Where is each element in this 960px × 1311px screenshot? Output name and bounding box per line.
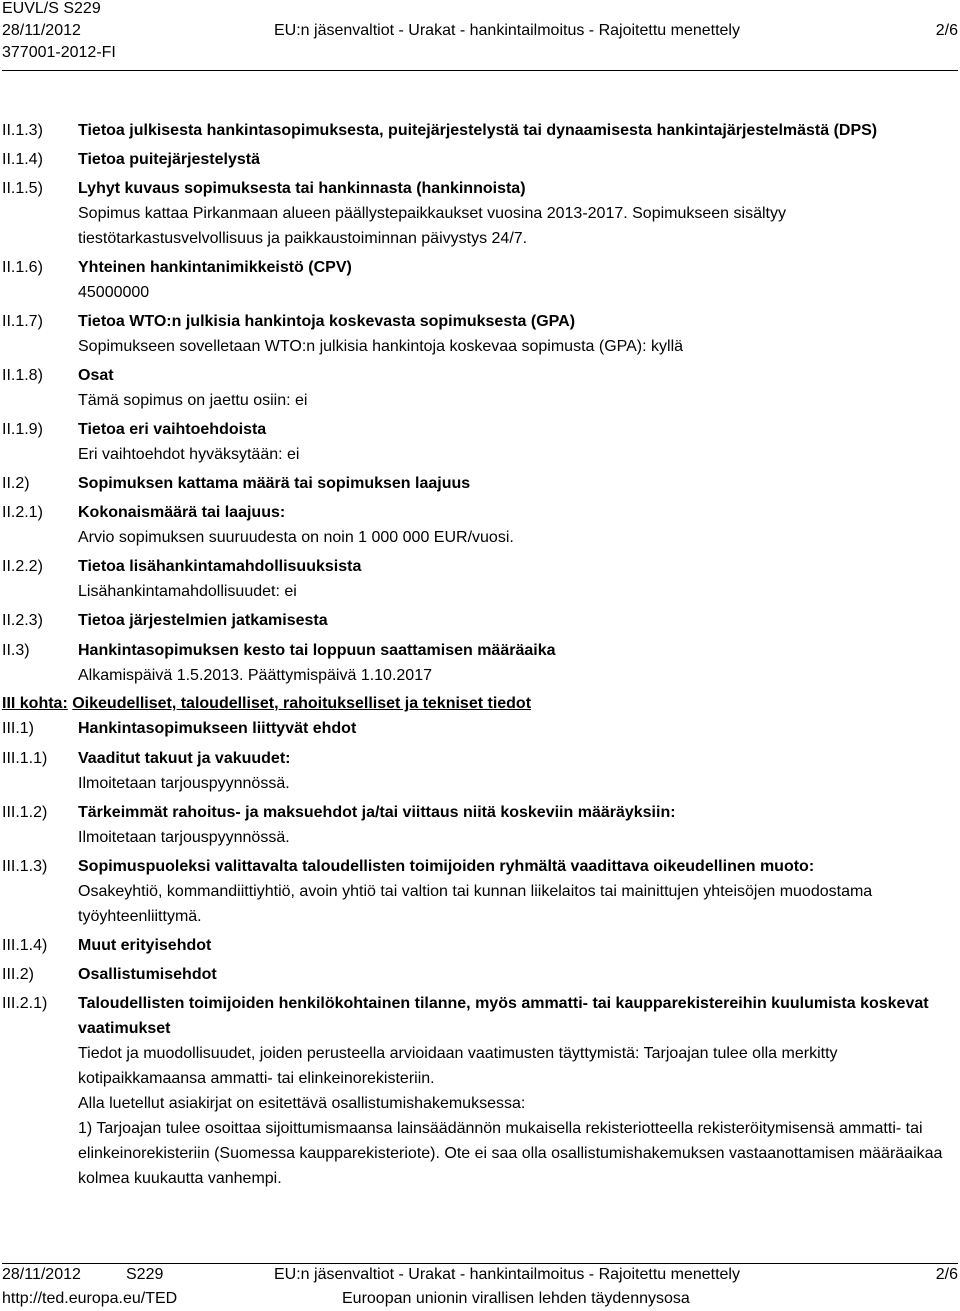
header-line-1 [2,0,958,20]
part-title: Oikeudelliset, taloudelliset, rahoitukselliset ja tekniset tiedot [72,695,532,712]
header-title: EU:n jäsenvaltiot - Urakat - hankintailmoitus - Rajoitettu menettely [274,22,740,39]
section-II-1-4 [0,147,960,172]
section-II-1-9 [0,417,960,467]
section-II-2-3 [0,608,960,633]
section-title: Sopimuksen kattama määrä tai sopimuksen laajuus [78,475,471,492]
header-line-3 [2,42,958,64]
section-text: Sopimukseen sovelletaan WTO:n julkisia hankintoja koskevaa sopimusta (GPA): kyllä [78,338,684,355]
section-number: III.2.1) [2,995,48,1012]
section-title: Tärkeimmät rahoitus- ja maksuehdot ja/tai viittaus niitä koskeviin määräyksiin: [78,804,676,821]
section-title: Hankintasopimuksen kesto tai loppuun saattamisen määräaika [78,642,556,659]
section-II-2-2 [0,554,960,604]
footer-line-2 [2,1287,958,1311]
section-text: Alkamispäivä 1.5.2013. Päättymispäivä 1.10.2017 [78,667,432,684]
section-title: Yhteinen hankintanimikkeistö (CPV) [78,259,352,276]
header-divider [2,70,958,71]
section-number: II.1.5) [2,180,43,197]
section-number: III.1) [2,720,35,737]
footer-url[interactable]: http://ted.europa.eu/TED [2,1290,178,1307]
section-title: Tietoa julkisesta hankintasopimuksesta, puitejärjestelystä tai dynaamisesta hankintajärjestelmästä (DPS) [78,122,878,139]
section-title: Sopimuspuoleksi valittavalta taloudellisten toimijoiden ryhmältä vaadittava oikeudellinen muoto: [78,858,815,875]
section-III-1-4 [0,933,960,958]
section-II-1-3 [0,118,960,143]
doc-code: EUVL/S S229 [2,0,101,17]
section-title: Osallistumisehdot [78,966,217,983]
section-title: Taloudellisten toimijoiden henkilökohtainen tilanne, myös ammatti- tai kaupparekistereihin kuulumista koskevat vaatimukset [78,995,929,1037]
footer-date: 28/11/2012 [2,1266,81,1283]
section-number: II.2.1) [2,504,43,521]
section-III-1 [0,716,960,741]
section-number: II.2.2) [2,558,43,575]
section-text: Osakeyhtiö, kommandiittiyhtiö, avoin yhtiö tai valtion tai kunnan liikelaitos tai mainittujen yhteisöjen muodostama työyhteenliittymä. [78,883,873,925]
section-text: Tämä sopimus on jaettu osiin: ei [78,392,308,409]
section-number: III.2) [2,966,35,983]
section-title: Tietoa WTO:n julkisia hankintoja koskevasta sopimuksesta (GPA) [78,313,576,330]
section-text: Ilmoitetaan tarjouspyynnössä. [78,775,290,792]
section-title: Tietoa puitejärjestelystä [78,151,260,168]
part-III-heading [0,691,960,716]
section-text: Tiedot ja muodollisuudet, joiden perusteella arvioidaan vaatimusten täyttymistä: Tarjoajan tulee olla merkitty kotipaikkamaansa ammatti- tai elinkeinorekisteriin. [78,1045,838,1087]
part-label: III kohta: [2,695,68,712]
footer-title: EU:n jäsenvaltiot - Urakat - hankintailmoitus - Rajoitettu menettely [274,1266,740,1283]
section-title: Lyhyt kuvaus sopimuksesta tai hankinnasta (hankinnoista) [78,180,526,197]
section-number: II.2) [2,475,30,492]
section-title: Tietoa eri vaihtoehdoista [78,421,267,438]
section-II-1-8 [0,363,960,413]
section-number: III.1.2) [2,804,48,821]
header-date: 28/11/2012 [2,22,81,39]
section-number: II.1.6) [2,259,43,276]
header-line-2 [2,20,958,42]
section-number: II.1.4) [2,151,43,168]
section-title: Tietoa järjestelmien jatkamisesta [78,612,328,629]
section-III-1-3 [0,854,960,929]
section-number: III.1.1) [2,750,48,767]
section-III-2-1 [0,991,960,1191]
section-number: II.1.7) [2,313,43,330]
section-title: Osat [78,367,114,384]
section-number: II.1.3) [2,122,43,139]
section-text: Sopimus kattaa Pirkanmaan alueen päällystepaikkaukset vuosina 2013-2017. Sopimukseen sisältyy tiestötarkastusvelvollisuus ja paikkaustoiminnan päivystys 24/7. [78,205,786,247]
footer-line-1 [2,1263,958,1287]
page-header [2,0,958,64]
section-III-1-2 [0,800,960,850]
section-number: II.1.8) [2,367,43,384]
section-text: Ilmoitetaan tarjouspyynnössä. [78,829,290,846]
header-page-number: 2/6 [935,22,958,39]
notice-body [0,118,960,1191]
section-text: 45000000 [78,284,150,301]
section-II-1-7 [0,309,960,359]
section-III-2 [0,962,960,987]
section-II-1-6 [0,255,960,305]
section-III-1-1 [0,746,960,796]
section-text: Eri vaihtoehdot hyväksytään: ei [78,446,300,463]
section-title: Hankintasopimukseen liittyvät ehdot [78,720,357,737]
section-II-1-5 [0,176,960,251]
header-reference: 377001-2012-FI [2,44,116,61]
footer-publication: Euroopan unionin virallisen lehden täydennysosa [342,1290,690,1307]
section-title: Kokonaismäärä tai laajuus: [78,504,286,521]
footer-page-number: 2/6 [935,1266,958,1283]
section-number: II.3) [2,642,30,659]
page-footer [2,1263,958,1311]
section-number: III.1.4) [2,937,48,954]
section-text: 1) Tarjoajan tulee osoittaa sijoittumismaansa lainsäädännön mukaisella rekisteriotteella rekisteröitymisensä ammatti- tai elinkeinorekisteriin (Suomessa kaupparekisteriote). Ote ei saa olla osallistumishakemuksen vastaanottamisen määräaikaa kolmea kuukautta vanhempi. [78,1120,943,1187]
section-text: Arvio sopimuksen suuruudesta on noin 1 000 000 EUR/vuosi. [78,529,514,546]
footer-code: S229 [126,1266,164,1283]
section-text: Alla luetellut asiakirjat on esitettävä osallistumishakemuksessa: [78,1095,526,1112]
section-title: Vaaditut takuut ja vakuudet: [78,750,291,767]
section-II-2-1 [0,500,960,550]
section-II-3 [0,638,960,688]
section-number: II.2.3) [2,612,43,629]
section-II-2 [0,471,960,496]
section-number: II.1.9) [2,421,43,438]
section-title: Tietoa lisähankintamahdollisuuksista [78,558,362,575]
section-title: Muut erityisehdot [78,937,212,954]
section-number: III.1.3) [2,858,48,875]
section-text: Lisähankintamahdollisuudet: ei [78,583,297,600]
